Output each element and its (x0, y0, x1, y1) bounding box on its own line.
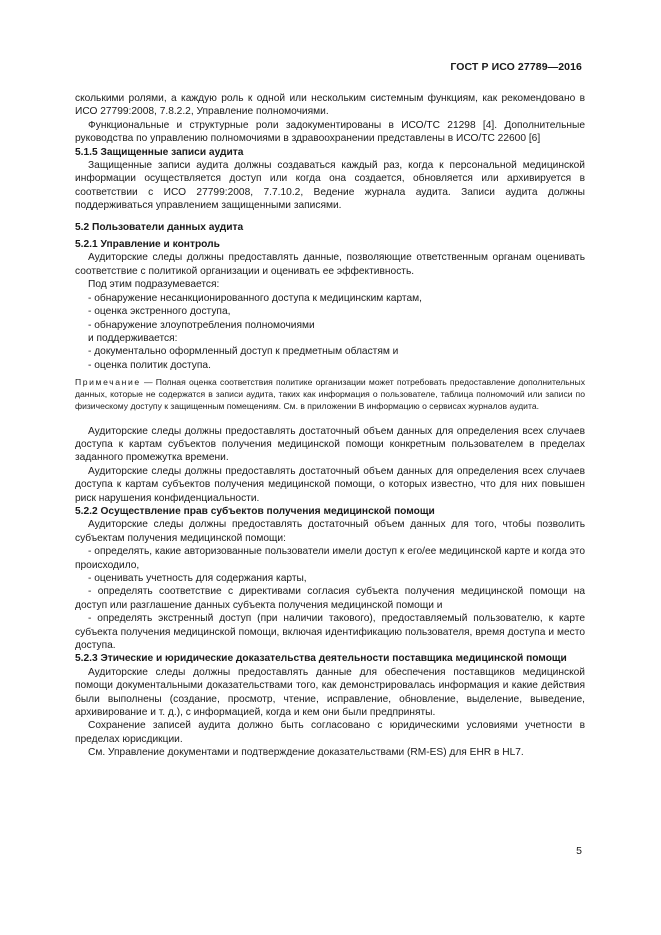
paragraph: Функциональные и структурные роли задокументированы в ИСО/ТС 21298 [4]. Дополнительные руководства по управлению полномочиями в здравоохранении представлены в ИСО/ТС 22600 [6] (75, 119, 585, 145)
section-heading-5-2-3: 5.2.3 Этические и юридические доказательства деятельности поставщика медицинской помощи (75, 653, 567, 665)
paragraph: Под этим подразумевается: (88, 279, 220, 291)
paragraph: Аудиторские следы должны предоставлять данные, позволяющие ответственным органам оценивать соответствие с политикой организации и оценивать ее эффективность. (75, 252, 585, 277)
section-heading-5-2-2: 5.2.2 Осуществление прав субъектов получения медицинской помощи (75, 505, 435, 517)
paragraph: Аудиторские следы должны предоставлять достаточный объем данных для определения всех случаев доступа к картам субъектов получения медицинской помощи конкретным пользователем в пределах заданного промежутка времени. (75, 425, 585, 464)
paragraph: Аудиторские следы должны предоставлять достаточный объем данных для определения всех случаев доступа к картам субъектов получения медицинской помощи, о которых известно, что для них повышен риск нарушения конфиденциальности. (75, 465, 585, 504)
list-item: - оценивать учетность для содержания карты, (88, 572, 307, 584)
paragraph: Аудиторские следы должны предоставлять достаточный объем данных для того, чтобы позволить субъектам получения медицинской помощи: (75, 519, 585, 544)
section-heading-5-2: 5.2 Пользователи данных аудита (75, 221, 244, 233)
paragraph: Сохранение записей аудита должно быть согласовано с юридическими условиями учетности в пределах юрисдикции. (75, 720, 585, 745)
page-number: 5 (576, 845, 582, 857)
list-item: - обнаружение несанкционированного доступа к медицинским картам, (88, 292, 422, 304)
list-item: - определять соответствие с директивами согласия субъекта получения медицинской помощи на доступ или разглашение данных субъекта получения медицинской помощи и (75, 586, 585, 611)
list-item: - документально оформленный доступ к предметным областям и (88, 346, 399, 358)
section-heading-5-2-1: 5.2.1 Управление и контроль (75, 239, 220, 251)
paragraph: Защищенные записи аудита должны создаваться каждый раз, когда к персональной медицинской информации осуществляется доступ или когда она создается, обновляется или архивируется в соответствии с ИСО 27799:2008, 7.7.10.2, Ведение журнала аудита. Записи аудита должны поддерживаться управлением защищенными записями. (75, 160, 585, 212)
note (75, 377, 585, 412)
note-text: — Полная оценка соответствия политике организации может потребовать предоставление дополнительных данных, которые не содержатся в записи аудита, таких как информация о пользователе, таблица полномочий или записи по физическому доступу к защищенным помещениям. См. в приложении В информацию о сервисах журналов аудита. (75, 377, 585, 411)
list-item: - определять экстренный доступ (при наличии такового), предоставляемый пользователю, к карте субъекта получения медицинской помощи, включая идентификацию пользователя, время доступа и место доступа. (75, 613, 585, 652)
paragraph: сколькими ролями, а каждую роль к одной или нескольким системным функциям, как рекомендовано в ИСО 27799:2008, 7.8.2.2, Управление полномочиями. (75, 93, 585, 118)
list-item: - обнаружение злоупотребления полномочиями (88, 319, 315, 331)
list-item: - оценка экстренного доступа, (88, 306, 231, 318)
paragraph: и поддерживается: (88, 332, 178, 344)
list-item: - определять, какие авторизованные пользователи имели доступ к его/ее медицинской карте и когда это происходило, (75, 546, 585, 571)
list-item: - оценка политик доступа. (88, 359, 211, 371)
note-label: Примечание (75, 377, 141, 388)
paragraph: См. Управление документами и подтверждение доказательствами (RM-ES) для EHR в HL7. (88, 747, 524, 759)
document-body (75, 92, 585, 760)
section-heading-5-1-5: 5.1.5 Защищенные записи аудита (75, 146, 244, 158)
paragraph: Аудиторские следы должны предоставлять данные для обеспечения поставщиков медицинской помощи документальными доказательствами того, как демонстрировалась информация и какие действия были выполнены (создание, просмотр, чтение, исправление, обновление, выделение, выведение, архивирование и т. д.), с информацией, когда и кем они были предприняты. (75, 666, 585, 719)
standard-header: ГОСТ Р ИСО 27789—2016 (450, 61, 582, 73)
